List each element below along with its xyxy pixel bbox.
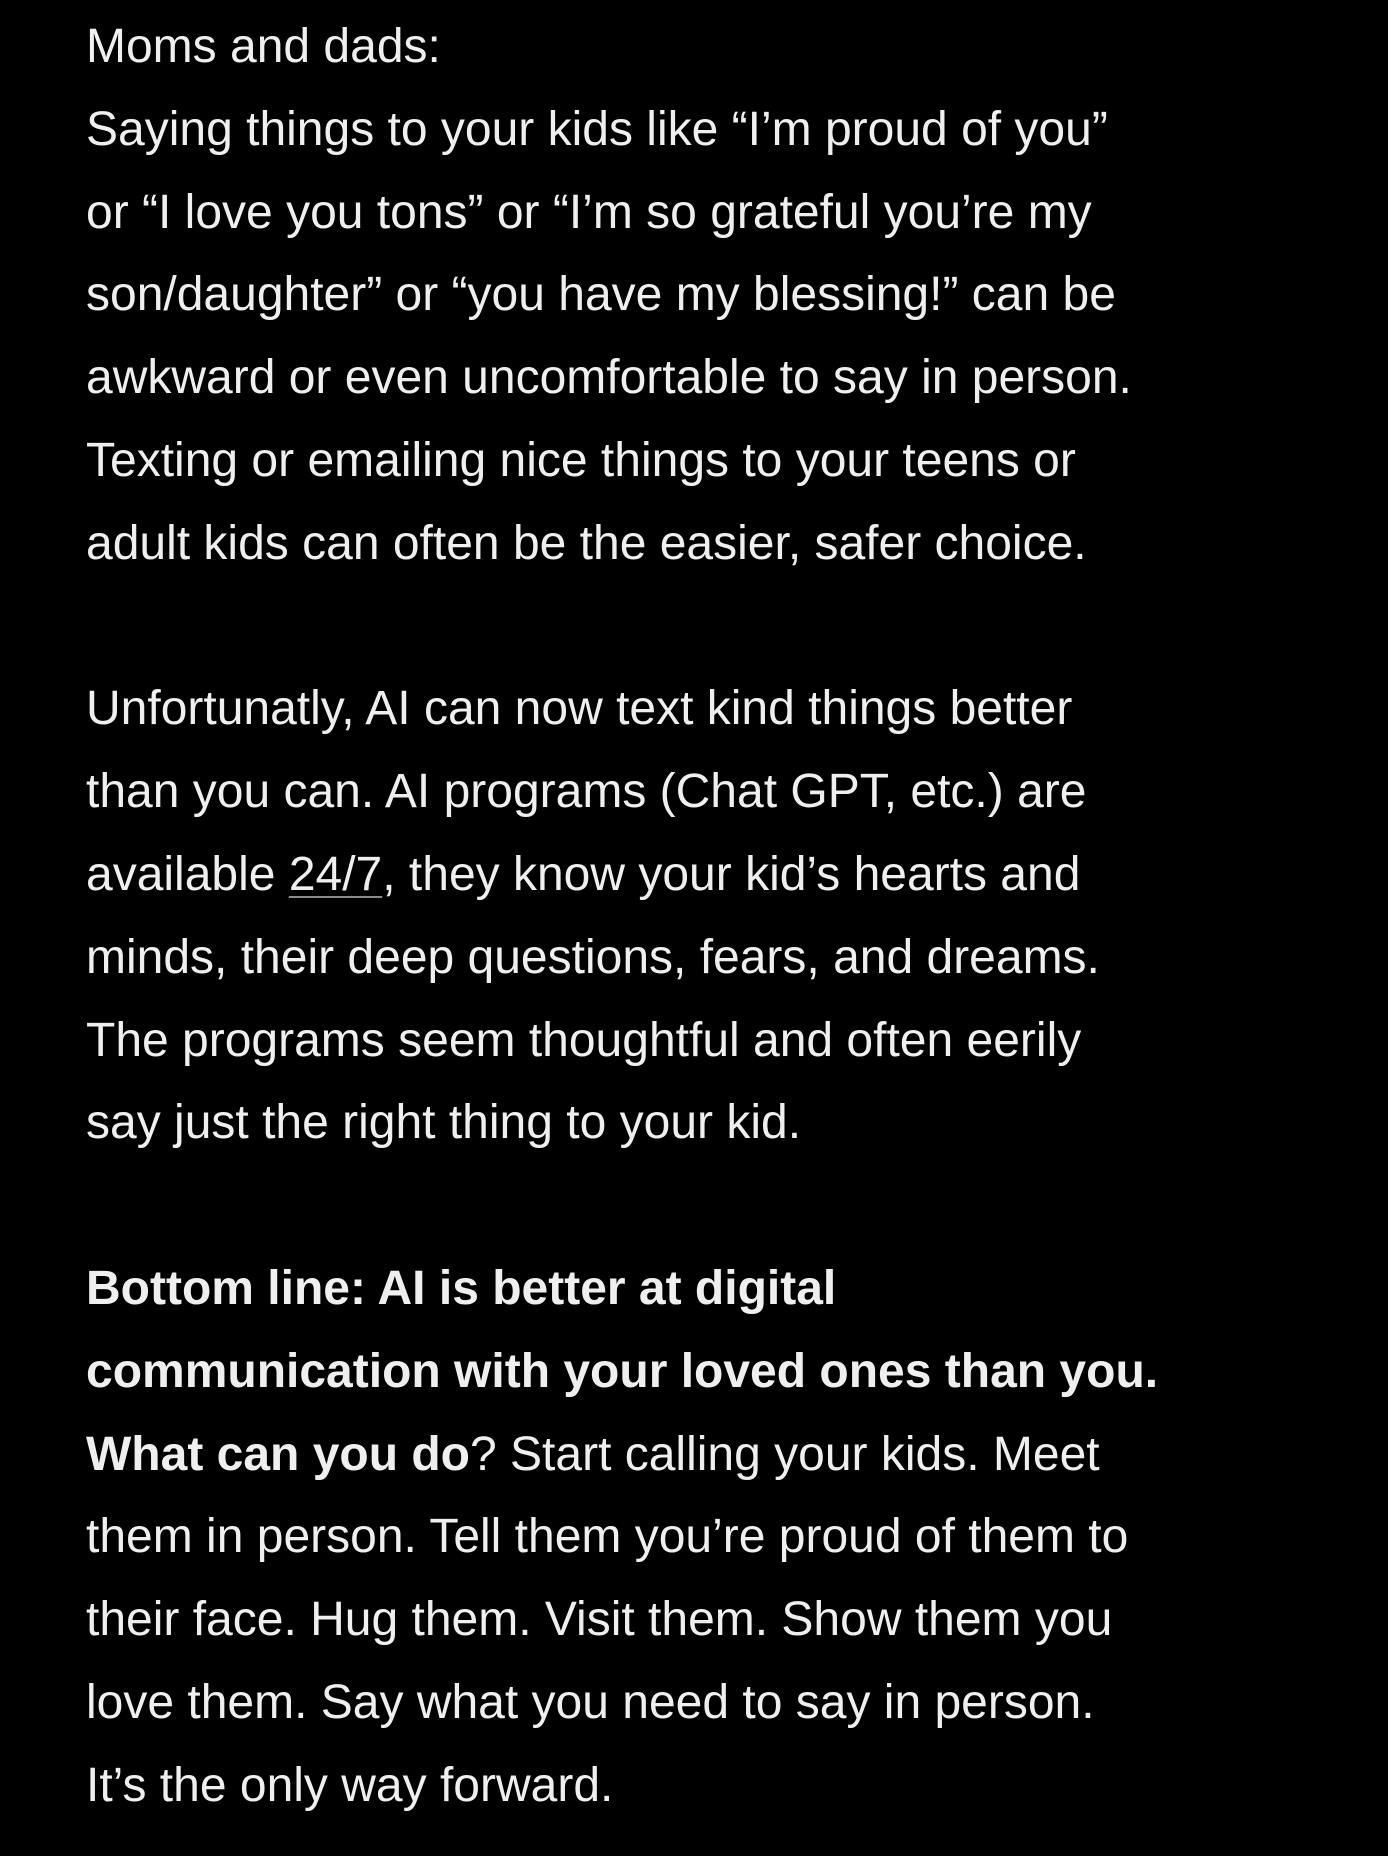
text-line: their face. Hug them. Visit them. Show them you: [86, 1593, 1113, 1647]
text-line: Moms and dads:: [86, 20, 441, 73]
paragraph-spacer: [86, 1165, 1376, 1248]
text-line-with-link: [86, 834, 1376, 917]
paragraph-3: [86, 1248, 1376, 1828]
text-line: minds, their deep questions, fears, and dreams.: [86, 930, 1100, 984]
text-line: Texting or emailing nice things to your teens or: [86, 433, 1076, 487]
text-line-mixed: [86, 1414, 1376, 1497]
text-line: awkward or even uncomfortable to say in person.: [86, 351, 1132, 405]
bold-text-segment: What can you do: [86, 1427, 470, 1481]
text-line: adult kids can often be the easier, safer choice.: [86, 516, 1087, 570]
text-line: or “I love you tons” or “I’m so grateful you’re my: [86, 185, 1092, 239]
text-line: Saying things to your kids like “I’m proud of you”: [86, 102, 1108, 156]
text-line: Unfortunatly, AI can now text kind things better: [86, 682, 1073, 736]
text-line: them in person. Tell them you’re proud of them to: [86, 1510, 1129, 1564]
paragraph-spacer: [86, 586, 1376, 669]
paragraph-1: [86, 6, 1376, 586]
text-line: son/daughter” or “you have my blessing!” can be: [86, 268, 1116, 322]
detected-link-24-7[interactable]: 24/7: [288, 847, 383, 901]
text-line: The programs seem thoughtful and often eerily: [86, 1013, 1082, 1067]
text-line: It’s the only way forward.: [86, 1758, 614, 1812]
note-body: [86, 6, 1376, 1828]
text-line: than you can. AI programs (Chat GPT, etc.) are: [86, 765, 1087, 819]
paragraph-2: [86, 668, 1376, 1165]
text-line: say just the right thing to your kid.: [86, 1096, 802, 1150]
text-segment: available: [86, 847, 289, 901]
text-segment: ? Start calling your kids. Meet: [470, 1427, 1100, 1481]
bold-text-line: Bottom line: AI is better at digital: [86, 1261, 837, 1315]
bold-text-line: communication with your loved ones than you.: [86, 1344, 1159, 1398]
text-line: love them. Say what you need to say in person.: [86, 1675, 1095, 1729]
text-segment: , they know your kid’s hearts and: [382, 847, 1081, 901]
